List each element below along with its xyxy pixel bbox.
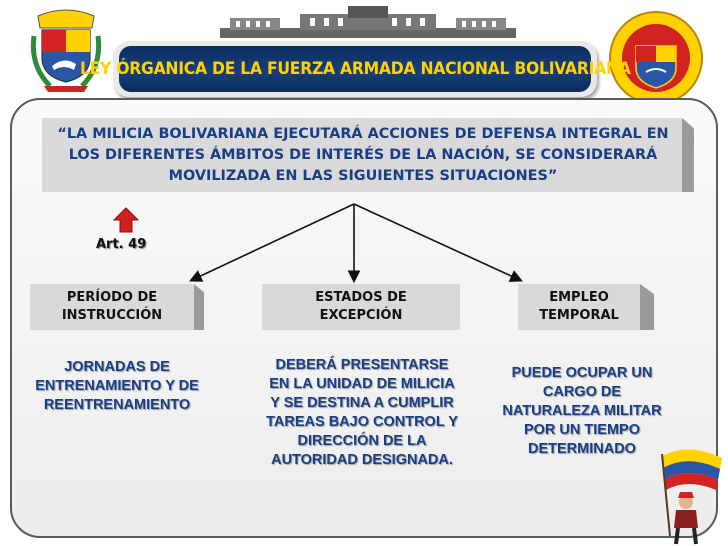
article-label[interactable]: Art. 49: [96, 237, 147, 252]
category-period-description: JORNADAS DE ENTRENAMIENTO Y DE REENTRENAMIENTO: [35, 359, 199, 413]
coat-of-arms-icon: [30, 6, 102, 94]
quote-text: “LA MILICIA BOLIVARIANA EJECUTARÁ ACCIONES DE DEFENSA INTEGRAL EN LOS DIFERENTES ÁMBITOS DE INTERÉS DE LA NACIÓN, SE CONSIDERARÁ MOVILIZADA EN LAS SIGUIENTES SITUACIONES”: [57, 126, 669, 184]
category-period-title: PERÍODO DE INSTRUCCIÓN: [61, 290, 163, 323]
quote-box-shadow: [682, 118, 694, 192]
building-icon: [220, 6, 516, 40]
title-bar: [79, 41, 631, 97]
page-title: LEY ÓRGANICA DE LA FUERZA ARMADA NACIONAL BOLIVARIANA: [79, 59, 631, 79]
category-states-box: [262, 284, 460, 330]
category-employment-title: EMPLEO TEMPORAL: [539, 290, 619, 323]
armed-forces-seal-icon: [606, 10, 706, 106]
category-employment-box: [518, 284, 640, 330]
category-states-title: ESTADOS DE EXCEPCIÓN: [315, 290, 407, 323]
flag-mascot-icon: [648, 436, 728, 546]
category-states-description: DEBERÁ PRESENTARSE EN LA UNIDAD DE MILICIA Y SE DESTINA A CUMPLIR TAREAS BAJO CONTROL Y DIRECCIÓN DE LA AUTORIDAD DESIGNADA.: [266, 357, 458, 468]
category-employment-description: PUEDE OCUPAR UN CARGO DE NATURALEZA MILITAR POR UN TIEMPO DETERMINADO: [502, 365, 662, 457]
up-arrow-icon[interactable]: [113, 207, 139, 233]
title-bar-inner: [79, 46, 631, 92]
category-period-box: [30, 284, 194, 330]
